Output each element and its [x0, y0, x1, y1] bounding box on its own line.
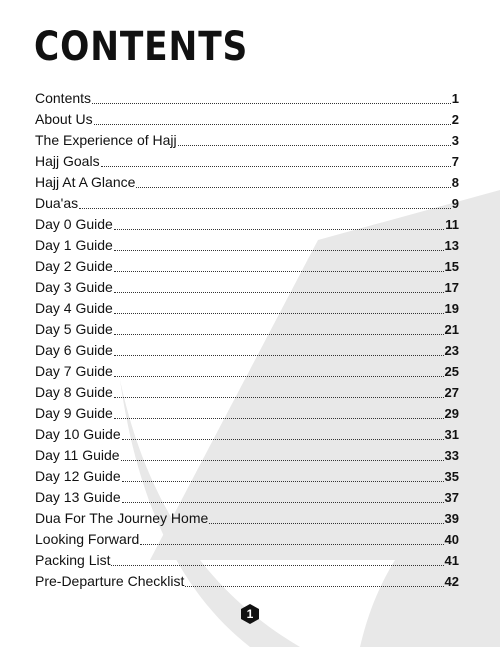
toc-entry-page: 27 — [444, 385, 459, 400]
toc-leader-dots — [114, 333, 444, 335]
toc-entry[interactable] — [35, 340, 459, 361]
toc-entry[interactable] — [35, 172, 459, 193]
toc-leader-dots — [114, 396, 444, 398]
toc-entry[interactable] — [35, 382, 459, 403]
toc-entry[interactable] — [35, 424, 459, 445]
toc-entry-page: 33 — [444, 448, 459, 463]
toc-entry-label: Day 9 Guide — [35, 405, 113, 421]
toc-leader-dots — [122, 438, 444, 440]
table-of-contents — [35, 88, 459, 592]
toc-leader-dots — [114, 270, 444, 272]
toc-entry[interactable] — [35, 193, 459, 214]
toc-entry-page: 9 — [451, 196, 459, 211]
toc-leader-dots — [140, 543, 443, 545]
toc-entry-label: Day 12 Guide — [35, 468, 121, 484]
toc-entry-page: 37 — [444, 490, 459, 505]
toc-entry-page: 40 — [444, 532, 459, 547]
toc-entry-label: Dua For The Journey Home — [35, 510, 209, 526]
toc-entry-label: Day 3 Guide — [35, 279, 113, 295]
toc-entry-page: 13 — [444, 238, 459, 253]
toc-entry-label: Hajj Goals — [35, 153, 100, 169]
toc-leader-dots — [114, 417, 444, 419]
toc-entry[interactable] — [35, 109, 459, 130]
toc-entry-label: About Us — [35, 111, 93, 127]
toc-leader-dots — [114, 375, 444, 377]
toc-entry-page: 8 — [451, 175, 459, 190]
toc-leader-dots — [121, 459, 444, 461]
toc-entry-label: Day 8 Guide — [35, 384, 113, 400]
toc-entry[interactable] — [35, 214, 459, 235]
toc-leader-dots — [114, 354, 444, 356]
toc-entry-page: 41 — [444, 553, 459, 568]
page-number: 1 — [246, 607, 254, 621]
toc-entry-label: Day 13 Guide — [35, 489, 121, 505]
toc-entry-label: Day 0 Guide — [35, 216, 113, 232]
toc-entry-label: Day 2 Guide — [35, 258, 113, 274]
toc-entry-label: Day 1 Guide — [35, 237, 113, 253]
toc-entry[interactable] — [35, 235, 459, 256]
toc-entry-page: 11 — [445, 217, 459, 232]
toc-entry[interactable] — [35, 361, 459, 382]
toc-entry[interactable] — [35, 550, 459, 571]
toc-entry[interactable] — [35, 571, 459, 592]
toc-entry[interactable] — [35, 298, 459, 319]
page-number-badge — [239, 603, 261, 625]
toc-entry-label: Day 11 Guide — [35, 447, 120, 463]
toc-leader-dots — [79, 207, 451, 209]
toc-entry[interactable] — [35, 88, 459, 109]
toc-entry[interactable] — [35, 466, 459, 487]
toc-entry-page: 35 — [444, 469, 459, 484]
toc-entry-label: Looking Forward — [35, 531, 140, 547]
toc-entry-label: Day 10 Guide — [35, 426, 121, 442]
toc-entry-label: Contents — [35, 90, 92, 106]
toc-entry-label: Packing List — [35, 552, 111, 568]
toc-entry[interactable] — [35, 256, 459, 277]
toc-entry[interactable] — [35, 508, 459, 529]
toc-leader-dots — [178, 144, 451, 146]
toc-leader-dots — [94, 123, 451, 125]
toc-entry[interactable] — [35, 319, 459, 340]
toc-entry-page: 31 — [444, 427, 459, 442]
toc-leader-dots — [185, 585, 443, 587]
toc-entry-page: 17 — [444, 280, 459, 295]
toc-entry-page: 23 — [444, 343, 459, 358]
toc-entry-page: 29 — [444, 406, 459, 421]
toc-entry-label: Day 5 Guide — [35, 321, 113, 337]
toc-leader-dots — [136, 186, 450, 188]
toc-entry[interactable] — [35, 487, 459, 508]
toc-entry-page: 21 — [444, 322, 459, 337]
toc-entry-page: 25 — [444, 364, 459, 379]
toc-entry-page: 42 — [444, 574, 459, 589]
toc-entry-label: Hajj At A Glance — [35, 174, 136, 190]
toc-entry-page: 7 — [451, 154, 459, 169]
toc-entry-label: Day 4 Guide — [35, 300, 113, 316]
toc-leader-dots — [122, 501, 444, 503]
toc-entry-page: 2 — [451, 112, 459, 127]
toc-entry-label: Dua'as — [35, 195, 79, 211]
toc-entry-label: Day 6 Guide — [35, 342, 113, 358]
toc-leader-dots — [92, 102, 451, 104]
toc-entry-label: Pre-Departure Checklist — [35, 573, 185, 589]
toc-entry-label: Day 7 Guide — [35, 363, 113, 379]
page-title: CONTENTS — [34, 24, 249, 70]
toc-entry[interactable] — [35, 445, 459, 466]
toc-entry-page: 3 — [451, 133, 459, 148]
toc-entry-page: 19 — [444, 301, 459, 316]
toc-leader-dots — [101, 165, 451, 167]
toc-leader-dots — [209, 522, 443, 524]
toc-leader-dots — [114, 291, 444, 293]
toc-leader-dots — [114, 312, 444, 314]
toc-entry-page: 15 — [444, 259, 459, 274]
toc-entry[interactable] — [35, 130, 459, 151]
toc-entry[interactable] — [35, 403, 459, 424]
toc-leader-dots — [122, 480, 444, 482]
toc-entry[interactable] — [35, 277, 459, 298]
toc-entry[interactable] — [35, 529, 459, 550]
toc-leader-dots — [111, 564, 443, 566]
toc-leader-dots — [114, 249, 444, 251]
toc-leader-dots — [114, 228, 444, 230]
toc-entry-page: 1 — [451, 91, 459, 106]
toc-entry-label: The Experience of Hajj — [35, 132, 177, 148]
toc-entry-page: 39 — [444, 511, 459, 526]
toc-entry[interactable] — [35, 151, 459, 172]
